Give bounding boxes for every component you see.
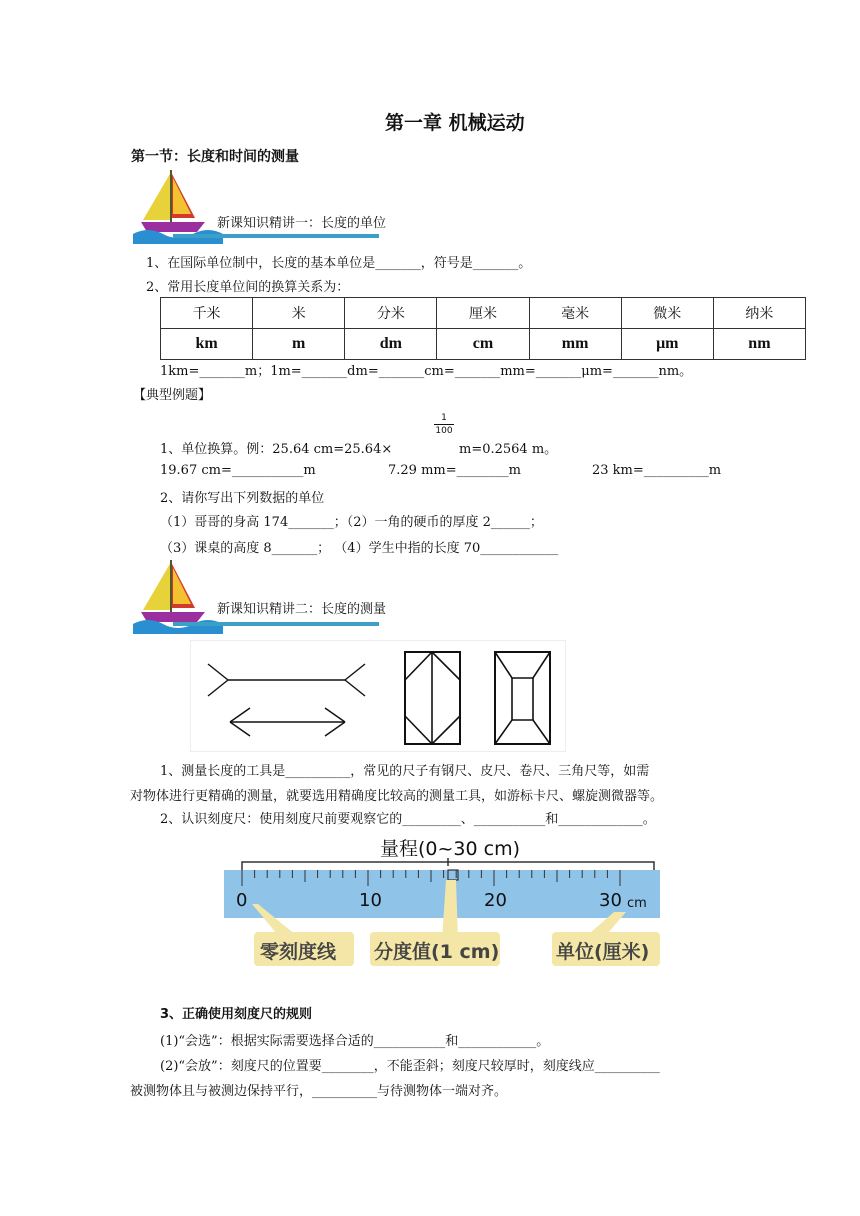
- unit-en-cell: dm: [345, 329, 437, 360]
- ruler-unit: cm: [627, 896, 647, 911]
- fraction-numerator: 1: [441, 413, 447, 423]
- banner-one-bar: [173, 234, 379, 238]
- unit-table: [160, 297, 806, 360]
- banner-one-label: 新课知识精讲一：长度的单位: [217, 216, 387, 231]
- conversion-line: 1km=_______m；1m=_______dm=_______cm=_______mm=_______μm=_______nm。: [160, 364, 693, 379]
- zero-line-label: 零刻度线: [260, 941, 337, 963]
- fraction: [434, 413, 454, 436]
- example-2-b: （3）课桌的高度 8_______； （4）学生中指的长度 70____________: [160, 541, 559, 556]
- tools-line-2: 对物体进行更精确的测量，就要选用精确度比较高的测量工具，如游标卡尺、螺旋测微器等。: [130, 789, 664, 804]
- unit-cn-cell: 毫米: [529, 298, 621, 329]
- chapter-title: 第一章 机械运动: [385, 112, 525, 134]
- banner-two-bar: [173, 622, 379, 626]
- unit-en-cell: km: [161, 329, 253, 360]
- sailboat-icon: [133, 168, 223, 244]
- unit-cn-cell: 纳米: [713, 298, 805, 329]
- example-1-a: 19.67 cm=___________m: [160, 463, 316, 478]
- unit-en-cell: μm: [621, 329, 713, 360]
- ruler-question: 2、认识刻度尺：使用刻度尺前要观察它的_________、___________和_____________。: [160, 812, 656, 827]
- banner-two-label: 新课知识精讲二：长度的测量: [217, 602, 387, 617]
- unit-en-cell: nm: [713, 329, 805, 360]
- unit-table-row-en: [161, 329, 806, 360]
- ruler-range-label: 量程(0~30 cm): [380, 838, 521, 860]
- unit-en-cell: m: [253, 329, 345, 360]
- example-1-right: m=0.2564 m。: [459, 442, 558, 457]
- rule-2-line-2: 被测物体且与被测边保持平行，__________与待测物体一端对齐。: [130, 1084, 508, 1099]
- unit-cn-cell: 微米: [621, 298, 713, 329]
- unit-cn-cell: 千米: [161, 298, 253, 329]
- unit-en-cell: cm: [437, 329, 529, 360]
- banner-one: [133, 168, 387, 244]
- unit-cn-cell: 厘米: [437, 298, 529, 329]
- rules-heading: 3、正确使用刻度尺的规则: [160, 1007, 313, 1022]
- ruler-tick-label: 0: [236, 890, 248, 911]
- ruler-figure: [222, 834, 662, 974]
- unit-cn-cell: 米: [253, 298, 345, 329]
- example-1-c: 23 km=__________m: [592, 463, 722, 478]
- ruler-tick-label: 30: [599, 890, 622, 911]
- question-1: 1、在国际单位制中，长度的基本单位是_______，符号是_______。: [146, 256, 532, 271]
- tools-line-1: 1、测量长度的工具是__________，常见的尺子有钢尺、皮尺、卷尺、三角尺等，如需: [160, 764, 650, 779]
- example-1-left: 1、单位换算。例：25.64 cm=25.64×: [160, 442, 393, 457]
- fraction-denominator: 100: [435, 426, 453, 436]
- section-title: 第一节：长度和时间的测量: [131, 149, 299, 165]
- unit-cn-cell: 分米: [345, 298, 437, 329]
- unit-table-row-cn: [161, 298, 806, 329]
- rule-2-line-1: (2)“会放”：刻度尺的位置要________，不能歪斜；刻度尺较厚时，刻度线应__________: [160, 1059, 660, 1074]
- illusion-figure: [190, 640, 566, 752]
- question-2: 2、常用长度单位间的换算关系为：: [146, 280, 350, 295]
- rule-1: (1)“会选”：根据实际需要选择合适的___________和____________。: [160, 1034, 550, 1049]
- unit-en-cell: mm: [529, 329, 621, 360]
- banner-two: [133, 558, 387, 634]
- example-2-a: （1）哥哥的身高 174_______；（2）一角的硬币的厚度 2______；: [160, 515, 543, 530]
- ruler-tick-label: 10: [359, 890, 382, 911]
- example-1-b: 7.29 mm=________m: [388, 463, 521, 478]
- unit-label: 单位(厘米): [556, 941, 650, 963]
- division-label: 分度值(1 cm): [374, 941, 500, 963]
- example-2: 2、请你写出下列数据的单位: [160, 491, 325, 506]
- examples-heading: 【典型例题】: [133, 388, 212, 403]
- ruler-tick-label: 20: [484, 890, 507, 911]
